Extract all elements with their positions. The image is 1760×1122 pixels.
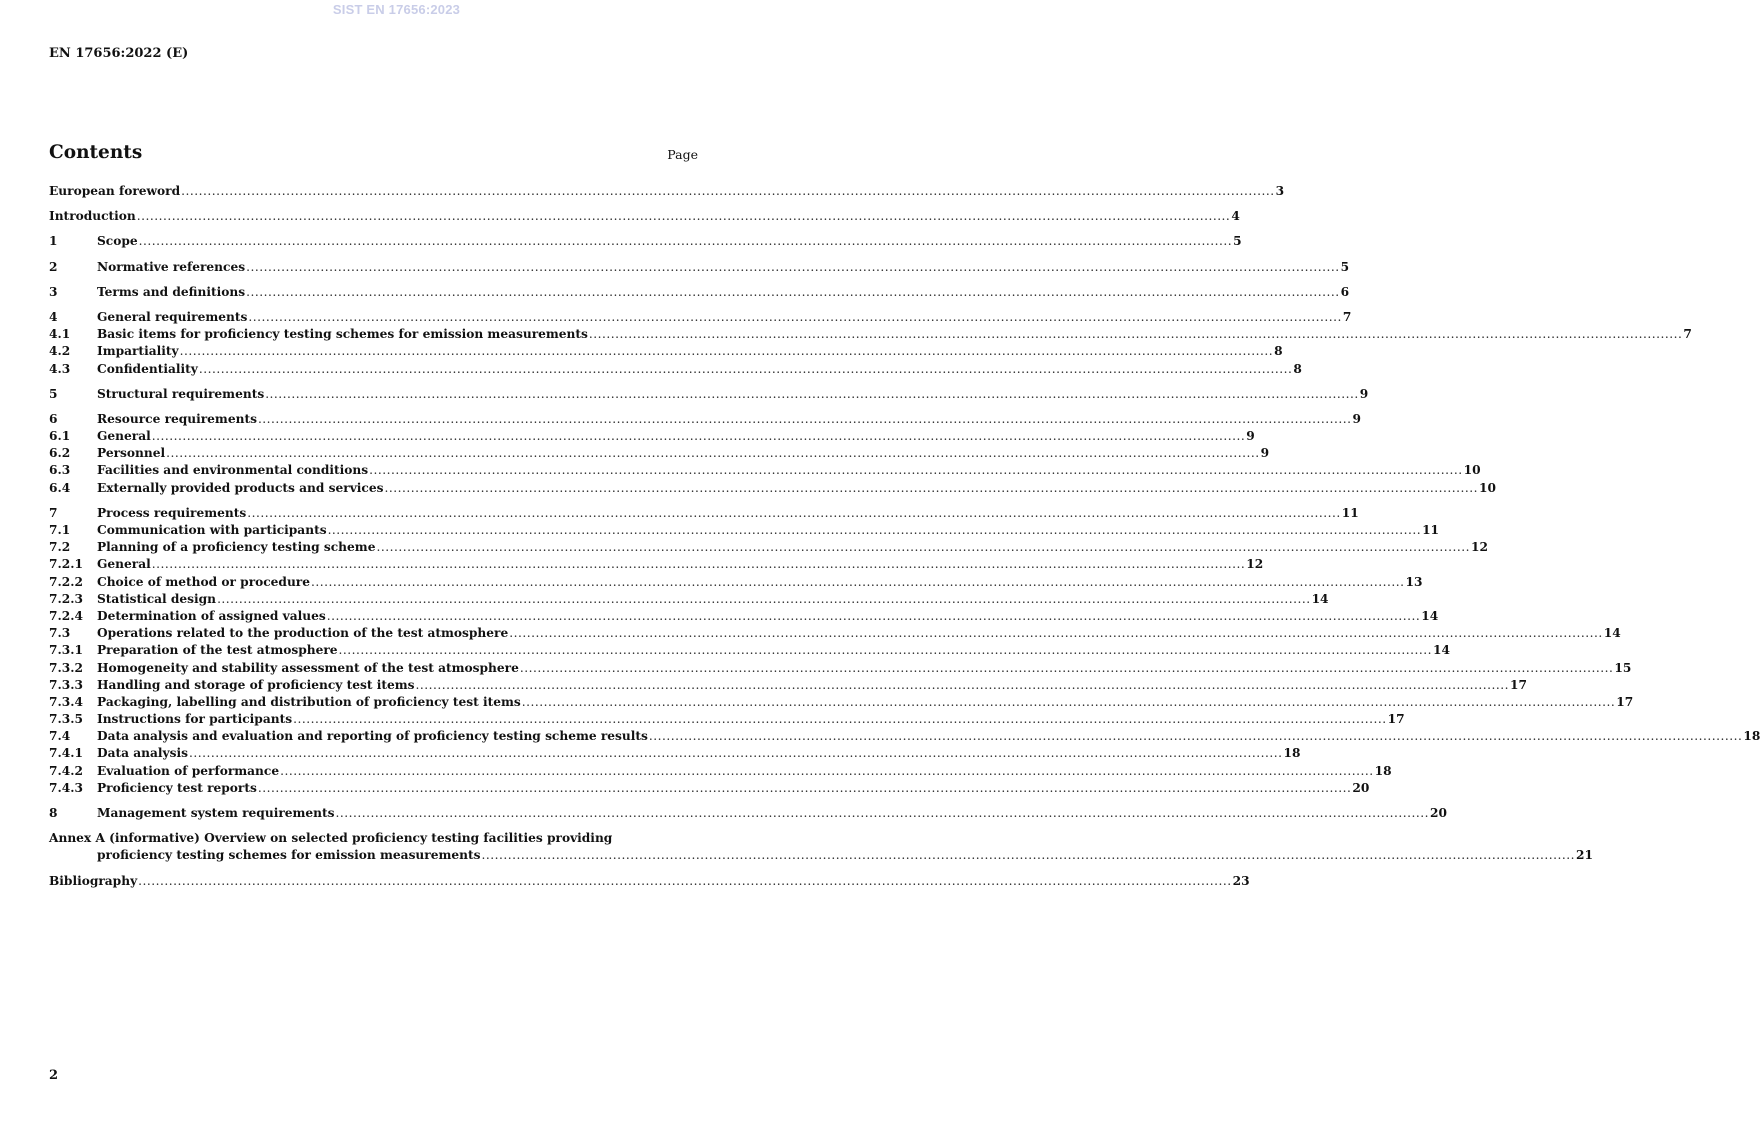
toc-entry-page: 20 bbox=[1430, 806, 1447, 820]
toc-leader-dots bbox=[181, 183, 1275, 200]
toc-leader-dots bbox=[137, 208, 1231, 225]
toc-entry-page: 14 bbox=[1433, 643, 1450, 658]
toc-leader-dots bbox=[258, 780, 1352, 797]
toc-leader-dots bbox=[589, 326, 1683, 343]
toc-entry-page: 5 bbox=[1233, 234, 1242, 249]
toc-entry-title: Statistical design bbox=[97, 591, 217, 606]
toc-entry-title: Introduction bbox=[49, 209, 136, 224]
toc-entry-6-2[interactable] bbox=[49, 445, 1270, 462]
toc-entry-title: Confidentiality bbox=[97, 361, 198, 376]
toc-leader-dots bbox=[293, 711, 1387, 728]
toc-entry-6-3[interactable] bbox=[49, 462, 1481, 479]
toc-entry-title: Data analysis bbox=[97, 746, 188, 761]
toc-leader-dots bbox=[152, 556, 1246, 573]
toc-entry-title: Evaluation of performance bbox=[97, 763, 280, 778]
toc-leader-dots bbox=[384, 480, 1478, 497]
toc-entry-page: 7 bbox=[1342, 309, 1352, 324]
toc-entry-number: 2 bbox=[49, 259, 58, 274]
toc-entry-title: Personnel bbox=[97, 446, 166, 461]
toc-entry-number: 7 bbox=[49, 505, 58, 520]
toc-entry-number: 7.2.3 bbox=[49, 591, 83, 606]
toc-entry-4-2[interactable] bbox=[49, 343, 1283, 360]
toc-entry-number: 7.1 bbox=[49, 523, 71, 537]
toc-entry-number: 7.3.1 bbox=[49, 643, 83, 658]
toc-entry-number: 7.2.2 bbox=[49, 574, 83, 589]
toc-leader-dots bbox=[327, 608, 1421, 625]
toc-leader-dots bbox=[416, 677, 1510, 694]
toc-entry-number: 1 bbox=[49, 234, 58, 249]
toc-leader-dots bbox=[369, 462, 1463, 479]
toc-entry-page: 13 bbox=[1405, 574, 1423, 589]
toc-entry-page: 4 bbox=[1231, 209, 1240, 224]
toc-entry-title: Normative references bbox=[97, 259, 246, 274]
toc-entry-title: Terms and definitions bbox=[97, 284, 246, 299]
toc-entry-page: 17 bbox=[1387, 712, 1405, 727]
toc-entry-title: Communication with participants bbox=[97, 523, 327, 537]
toc-entry-7-3-4[interactable] bbox=[49, 694, 1634, 711]
toc-entry-page: 9 bbox=[1246, 429, 1255, 444]
toc-entry-title: European foreword bbox=[49, 184, 181, 198]
toc-entry-number: 4 bbox=[49, 309, 58, 324]
toc-leader-dots bbox=[248, 309, 1342, 326]
toc-entry-7-4-1[interactable] bbox=[49, 745, 1301, 762]
toc-entry-page: 11 bbox=[1341, 505, 1359, 520]
toc-entry-page: 10 bbox=[1463, 463, 1481, 478]
toc-entry-1[interactable] bbox=[49, 233, 1242, 250]
toc-entry-number: 6 bbox=[49, 411, 58, 426]
toc-entry-page: 3 bbox=[1275, 184, 1285, 198]
toc-leader-dots bbox=[311, 574, 1405, 591]
toc-entry-7-2-4[interactable] bbox=[49, 608, 1439, 625]
toc-entry-number: 7.3 bbox=[49, 626, 71, 641]
toc-entry-number: 4.1 bbox=[49, 327, 71, 342]
toc-entry-7-2-1[interactable] bbox=[49, 556, 1264, 573]
toc-entry-page: 14 bbox=[1603, 626, 1621, 641]
toc-entry-annex-a[interactable] bbox=[49, 830, 1593, 864]
toc-entry-number: 8 bbox=[49, 806, 58, 820]
toc-entry-page: 7 bbox=[1683, 327, 1692, 342]
toc-entry-page: 18 bbox=[1743, 729, 1760, 744]
toc-entry-2[interactable] bbox=[49, 259, 1350, 276]
contents-heading: Contents bbox=[49, 142, 143, 163]
toc-entry-title: Facilities and environmental conditions bbox=[97, 463, 369, 478]
toc-entry-page: 20 bbox=[1352, 780, 1370, 795]
table-of-contents bbox=[49, 183, 1760, 890]
toc-leader-dots bbox=[649, 728, 1743, 745]
toc-entry-title: Structural requirements bbox=[97, 386, 265, 401]
toc-leader-dots bbox=[328, 522, 1422, 539]
toc-leader-dots bbox=[246, 259, 1340, 276]
toc-entry-page: 8 bbox=[1274, 344, 1283, 359]
page-column-label: Page bbox=[667, 147, 698, 162]
toc-entry-page: 18 bbox=[1283, 746, 1301, 761]
toc-entry-7-2[interactable] bbox=[49, 539, 1488, 556]
toc-leader-dots bbox=[509, 625, 1603, 642]
document-id: EN 17656:2022 (E) bbox=[49, 46, 189, 61]
toc-entry-title: Handling and storage of proficiency test items bbox=[97, 677, 415, 692]
toc-entry-7-3-3[interactable] bbox=[49, 677, 1527, 694]
toc-entry-number: 4.2 bbox=[49, 344, 71, 359]
toc-entry-page: 9 bbox=[1260, 446, 1270, 461]
toc-entry-title: General bbox=[97, 557, 151, 572]
toc-entry-title: Instructions for participants bbox=[97, 712, 293, 727]
toc-entry-title: General requirements bbox=[97, 309, 248, 324]
toc-entry-4-3[interactable] bbox=[49, 361, 1302, 378]
toc-entry-page: 9 bbox=[1359, 386, 1369, 401]
toc-entry-page: 17 bbox=[1616, 694, 1634, 709]
footer-page-number: 2 bbox=[49, 1068, 59, 1083]
toc-entry-7[interactable] bbox=[49, 505, 1359, 522]
toc-entry-number: 5 bbox=[49, 386, 58, 401]
toc-entry-title: Externally provided products and services bbox=[97, 480, 384, 495]
toc-entry-title: Process requirements bbox=[97, 505, 247, 520]
toc-entry-number: 7.4.1 bbox=[49, 746, 83, 761]
toc-entry-title: Bibliography bbox=[49, 873, 138, 888]
toc-entry-title: Data analysis and evaluation and reporting of proficiency testing scheme results bbox=[97, 729, 648, 744]
toc-entry-title: Determination of assigned values bbox=[97, 608, 326, 623]
toc-entry-7-1[interactable] bbox=[49, 522, 1440, 539]
toc-leader-dots bbox=[280, 763, 1374, 780]
toc-entry-7-3[interactable] bbox=[49, 625, 1621, 642]
toc-entry-page: 14 bbox=[1421, 608, 1439, 623]
toc-entry-title: Resource requirements bbox=[97, 411, 257, 426]
toc-leader-dots bbox=[339, 642, 1433, 659]
toc-entry-7-4-2[interactable] bbox=[49, 763, 1392, 780]
toc-entry-title: Basic items for proficiency testing schemes for emission measurements bbox=[97, 327, 588, 342]
toc-entry-number: 7.2.1 bbox=[49, 557, 83, 572]
toc-entry-page: 10 bbox=[1478, 480, 1496, 495]
toc-entry-page: 18 bbox=[1374, 763, 1392, 778]
toc-entry-title: Impartiality bbox=[97, 344, 179, 359]
toc-entry-7-3-5[interactable] bbox=[49, 711, 1405, 728]
toc-entry-6-4[interactable] bbox=[49, 480, 1496, 497]
annex-title-line2: proficiency testing schemes for emission measurements bbox=[97, 848, 481, 863]
toc-entry-page: 21 bbox=[1576, 848, 1593, 863]
toc-entry-introduction[interactable] bbox=[49, 208, 1240, 225]
toc-entry-number: 7.2.4 bbox=[49, 608, 83, 623]
toc-entry-page: 8 bbox=[1293, 361, 1302, 376]
toc-entry-number: 7.3.3 bbox=[49, 677, 83, 692]
toc-entry-page: 12 bbox=[1246, 557, 1264, 572]
toc-leader-dots bbox=[258, 411, 1352, 428]
toc-entry-7-2-2[interactable] bbox=[49, 574, 1423, 591]
toc-leader-dots bbox=[139, 233, 1233, 250]
toc-entry-number: 7.2 bbox=[49, 540, 71, 555]
toc-entry-page: 11 bbox=[1422, 523, 1440, 537]
toc-entry-7-2-3[interactable] bbox=[49, 591, 1329, 608]
toc-leader-dots bbox=[138, 873, 1232, 890]
toc-leader-dots bbox=[265, 386, 1359, 403]
toc-entry-title: Management system requirements bbox=[97, 806, 335, 820]
toc-leader-dots bbox=[481, 847, 1575, 864]
toc-entry-page: 17 bbox=[1510, 677, 1527, 692]
toc-entry-number: 7.4.2 bbox=[49, 763, 83, 778]
toc-entry-title: Proficiency test reports bbox=[97, 780, 257, 795]
toc-entry-european-foreword[interactable] bbox=[49, 183, 1285, 200]
toc-entry-number: 6.4 bbox=[49, 480, 71, 495]
toc-entry-number: 7.4.3 bbox=[49, 780, 83, 795]
toc-entry-7-3-1[interactable] bbox=[49, 642, 1450, 659]
toc-entry-number: 7.4 bbox=[49, 729, 71, 744]
toc-entry-page: 14 bbox=[1311, 591, 1329, 606]
toc-leader-dots bbox=[520, 660, 1614, 677]
toc-entry-page: 15 bbox=[1614, 660, 1632, 675]
toc-entry-page: 23 bbox=[1232, 873, 1250, 888]
toc-entry-6-1[interactable] bbox=[49, 428, 1255, 445]
toc-entry-5[interactable] bbox=[49, 386, 1369, 403]
toc-entry-number: 7.3.5 bbox=[49, 712, 83, 727]
toc-entry-number: 7.3.4 bbox=[49, 694, 83, 709]
toc-entry-title: Choice of method or procedure bbox=[97, 574, 310, 589]
toc-entry-8[interactable] bbox=[49, 805, 1447, 822]
annex-title-line1: Annex A (informative) Overview on selected proficiency testing facilities providing bbox=[49, 831, 613, 846]
toc-entry-title: Packaging, labelling and distribution of proficiency test items bbox=[97, 694, 521, 709]
annex-title-line2-row bbox=[49, 847, 1593, 864]
toc-entry-number: 3 bbox=[49, 284, 58, 299]
toc-leader-dots bbox=[246, 284, 1340, 301]
toc-entry-title: Homogeneity and stability assessment of the test atmosphere bbox=[97, 660, 519, 675]
toc-entry-number: 7.3.2 bbox=[49, 660, 83, 675]
toc-entry-number: 6.2 bbox=[49, 446, 71, 461]
toc-entry-page: 12 bbox=[1470, 540, 1488, 555]
toc-leader-dots bbox=[247, 505, 1341, 522]
toc-entry-title: General bbox=[97, 429, 151, 444]
toc-leader-dots bbox=[166, 445, 1260, 462]
toc-entry-7-4-3[interactable] bbox=[49, 780, 1370, 797]
toc-leader-dots bbox=[180, 343, 1274, 360]
toc-entry-number: 6.3 bbox=[49, 463, 71, 478]
toc-entry-7-3-2[interactable] bbox=[49, 660, 1632, 677]
toc-leader-dots bbox=[336, 805, 1430, 822]
toc-leader-dots bbox=[522, 694, 1616, 711]
toc-leader-dots bbox=[217, 591, 1311, 608]
toc-entry-6[interactable] bbox=[49, 411, 1361, 428]
toc-entry-title: Preparation of the test atmosphere bbox=[97, 643, 338, 658]
toc-entry-title: Scope bbox=[97, 234, 138, 249]
toc-entry-number: 6.1 bbox=[49, 429, 71, 444]
toc-leader-dots bbox=[376, 539, 1470, 556]
toc-leader-dots bbox=[189, 745, 1283, 762]
toc-entry-7-4[interactable] bbox=[49, 728, 1760, 745]
toc-entry-page: 9 bbox=[1352, 411, 1361, 426]
toc-entry-page: 5 bbox=[1340, 259, 1350, 274]
toc-leader-dots bbox=[152, 428, 1246, 445]
toc-entry-bibliography[interactable] bbox=[49, 873, 1250, 890]
toc-entry-4[interactable] bbox=[49, 309, 1352, 326]
toc-leader-dots bbox=[199, 361, 1293, 378]
toc-entry-3[interactable] bbox=[49, 284, 1350, 301]
toc-entry-page: 6 bbox=[1340, 284, 1350, 299]
toc-entry-number: 4.3 bbox=[49, 361, 71, 376]
toc-entry-4-1[interactable] bbox=[49, 326, 1692, 343]
watermark: SIST EN 17656:2023 bbox=[332, 2, 461, 17]
toc-entry-title: Operations related to the production of the test atmosphere bbox=[97, 626, 509, 641]
toc-entry-title: Planning of a proficiency testing scheme bbox=[97, 540, 376, 555]
